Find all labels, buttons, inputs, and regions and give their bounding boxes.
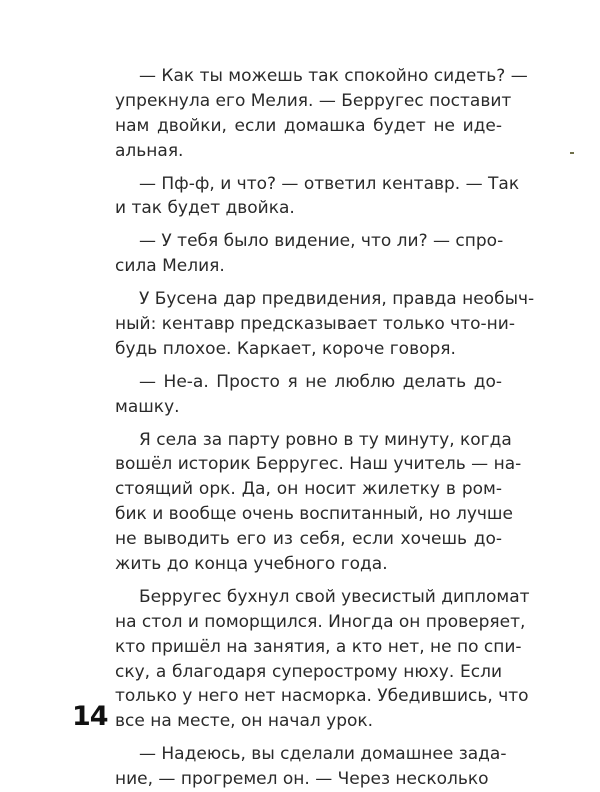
text-line: стоящий орк. Да, он носит жилетку в ром- [115, 479, 502, 500]
text-line: — Надеюсь, вы сделали домашнее зада- [139, 744, 507, 765]
text-line: кто пришёл на занятия, а кто нет, не по спи- [115, 636, 522, 657]
paragraph [115, 172, 520, 222]
text-line: будь плохое. Каркает, короче говоря. [115, 338, 456, 359]
text-line: — Пф-ф, и что? — ответил кентавр. — Так [139, 173, 520, 194]
paragraph-gap [115, 577, 502, 585]
paragraph-gap [115, 734, 502, 742]
paragraph-gap [115, 279, 502, 287]
text-line: Я села за парту ровно в ту минуту, когда [139, 429, 512, 450]
text-line: на стол и поморщился. Иногда он проверяет, [115, 611, 526, 632]
text-line: жить до конца учебного года. [115, 554, 388, 575]
text-line: альная. [115, 140, 184, 161]
text-line: — У тебя было видение, что ли? — спро- [139, 231, 504, 252]
text-line: — Не-а. Просто я не люблю делать до- [139, 371, 502, 392]
text-line: ный: кентавр предсказывает только что-ни- [115, 314, 515, 335]
text-line: ние, — прогремел он. — Через несколько [115, 769, 489, 790]
paragraph-gap [115, 164, 502, 172]
paragraph [115, 428, 522, 577]
text-line: и так будет двойка. [115, 198, 295, 219]
text-line: машку. [115, 396, 180, 417]
text-line: не выводить его из себя, если хочешь до- [115, 529, 502, 550]
paragraph [115, 229, 502, 279]
paragraph-gap [115, 362, 502, 370]
paragraph [115, 287, 535, 362]
paragraph [115, 585, 530, 734]
text-line: бик и вообще очень воспитанный, но лучше [115, 504, 513, 525]
page-edge-mark [570, 152, 574, 154]
paragraph-gap [115, 420, 502, 428]
text-line: нам двойки, если домашка будет не иде- [115, 115, 502, 136]
text-line: только у него нет насморка. Убедившись, что [115, 686, 529, 707]
paragraph-gap [115, 221, 502, 229]
body-text [115, 64, 535, 792]
text-line: Берругес бухнул свой увесистый дипломат [139, 586, 530, 607]
text-line: У Бусена дар предвидения, правда необыч- [139, 289, 535, 310]
paragraph [115, 64, 528, 164]
text-line: ску, а благодаря суперострому нюху. Если [115, 661, 502, 682]
page-number: 14 [72, 701, 108, 732]
text-line: — Как ты можешь так спокойно сидеть? — [139, 66, 528, 86]
text-line: сила Мелия. [115, 256, 225, 277]
text-line: упрекнула его Мелия. — Берругес поставит [115, 90, 512, 111]
text-line: все на месте, он начал урок. [115, 711, 374, 732]
paragraph [115, 370, 502, 420]
text-line: вошёл историк Берругес. Наш учитель — на- [115, 454, 522, 475]
